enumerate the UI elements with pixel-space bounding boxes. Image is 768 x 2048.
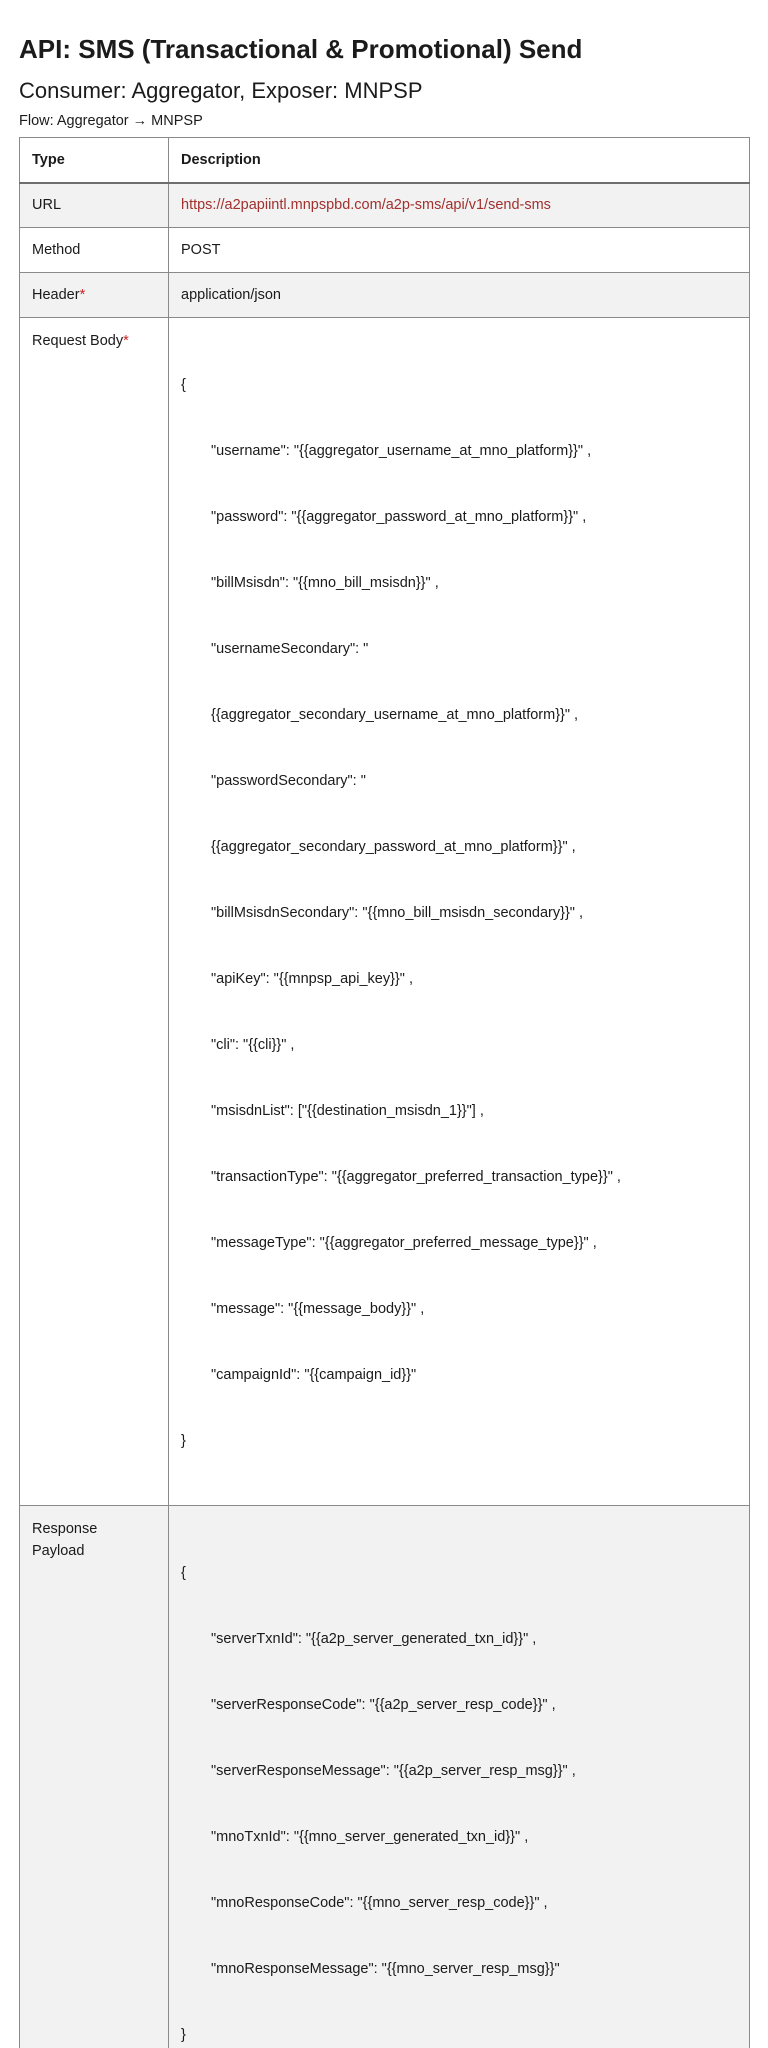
table-row-response-payload xyxy=(20,1506,750,2048)
code-line: } xyxy=(181,2024,737,2046)
table-row-method xyxy=(20,228,750,273)
code-line: "serverResponseMessage": "{{a2p_server_resp_msg}}" , xyxy=(181,1760,737,1782)
required-mark: * xyxy=(80,287,86,303)
code-line: "username": "{{aggregator_username_at_mno_platform}}" , xyxy=(181,440,737,462)
code-line: "mnoTxnId": "{{mno_server_generated_txn_id}}" , xyxy=(181,1826,737,1848)
code-line: { xyxy=(181,374,737,396)
code-line: "apiKey": "{{mnpsp_api_key}}" , xyxy=(181,968,737,990)
page-subtitle: Consumer: Aggregator, Exposer: MNPSP xyxy=(19,77,423,105)
code-line: "mnoResponseMessage": "{{mno_server_resp_msg}}" xyxy=(181,1958,737,1980)
header-label: Header xyxy=(32,287,80,303)
page-title: API: SMS (Transactional & Promotional) Send xyxy=(19,31,582,67)
row-type-request-body xyxy=(20,318,169,1506)
code-line: "messageType": "{{aggregator_preferred_message_type}}" , xyxy=(181,1232,737,1254)
row-type-method: Method xyxy=(20,228,169,273)
response-payload-code xyxy=(169,1506,750,2048)
column-header-type: Type xyxy=(20,138,169,183)
code-line: "campaignId": "{{campaign_id}}" xyxy=(181,1364,737,1386)
api-spec-table xyxy=(19,137,750,2048)
code-line: "serverResponseCode": "{{a2p_server_resp_code}}" , xyxy=(181,1694,737,1716)
url-link[interactable]: https://a2papiintl.mnpspbd.com/a2p-sms/api/v1/send-sms xyxy=(181,197,551,213)
request-body-code xyxy=(169,318,750,1506)
code-line: "password": "{{aggregator_password_at_mno_platform}}" , xyxy=(181,506,737,528)
code-line: "msisdnList": ["{{destination_msisdn_1}}"] , xyxy=(181,1100,737,1122)
code-line: "billMsisdn": "{{mno_bill_msisdn}}" , xyxy=(181,572,737,594)
flow-text: Flow: Aggregator → MNPSP xyxy=(19,111,203,131)
row-type-header xyxy=(20,273,169,318)
table-row-url xyxy=(20,183,750,228)
row-type-url: URL xyxy=(20,183,169,228)
required-mark: * xyxy=(123,333,129,349)
code-line: { xyxy=(181,1562,737,1584)
method-value: POST xyxy=(169,228,750,273)
table-row-request-body xyxy=(20,318,750,1506)
code-line: "passwordSecondary": " xyxy=(181,770,737,792)
code-line: "usernameSecondary": " xyxy=(181,638,737,660)
row-type-response-payload xyxy=(20,1506,169,2048)
code-line: "serverTxnId": "{{a2p_server_generated_txn_id}}" , xyxy=(181,1628,737,1650)
table-row-header xyxy=(20,273,750,318)
code-line: {{aggregator_secondary_username_at_mno_platform}}" , xyxy=(181,704,737,726)
header-value: application/json xyxy=(169,273,750,318)
code-line: } xyxy=(181,1430,737,1452)
request-body-label: Request Body xyxy=(32,333,123,349)
response-payload-label: Payload xyxy=(32,1540,156,1562)
code-line: "message": "{{message_body}}" , xyxy=(181,1298,737,1320)
url-value xyxy=(169,183,750,228)
table-header-row xyxy=(20,138,750,183)
code-line: "cli": "{{cli}}" , xyxy=(181,1034,737,1056)
column-header-description: Description xyxy=(169,138,750,183)
code-line: "transactionType": "{{aggregator_preferred_transaction_type}}" , xyxy=(181,1166,737,1188)
response-payload-label: Response xyxy=(32,1518,156,1540)
code-line: "billMsisdnSecondary": "{{mno_bill_msisdn_secondary}}" , xyxy=(181,902,737,924)
code-line: {{aggregator_secondary_password_at_mno_platform}}" , xyxy=(181,836,737,858)
code-line: "mnoResponseCode": "{{mno_server_resp_code}}" , xyxy=(181,1892,737,1914)
